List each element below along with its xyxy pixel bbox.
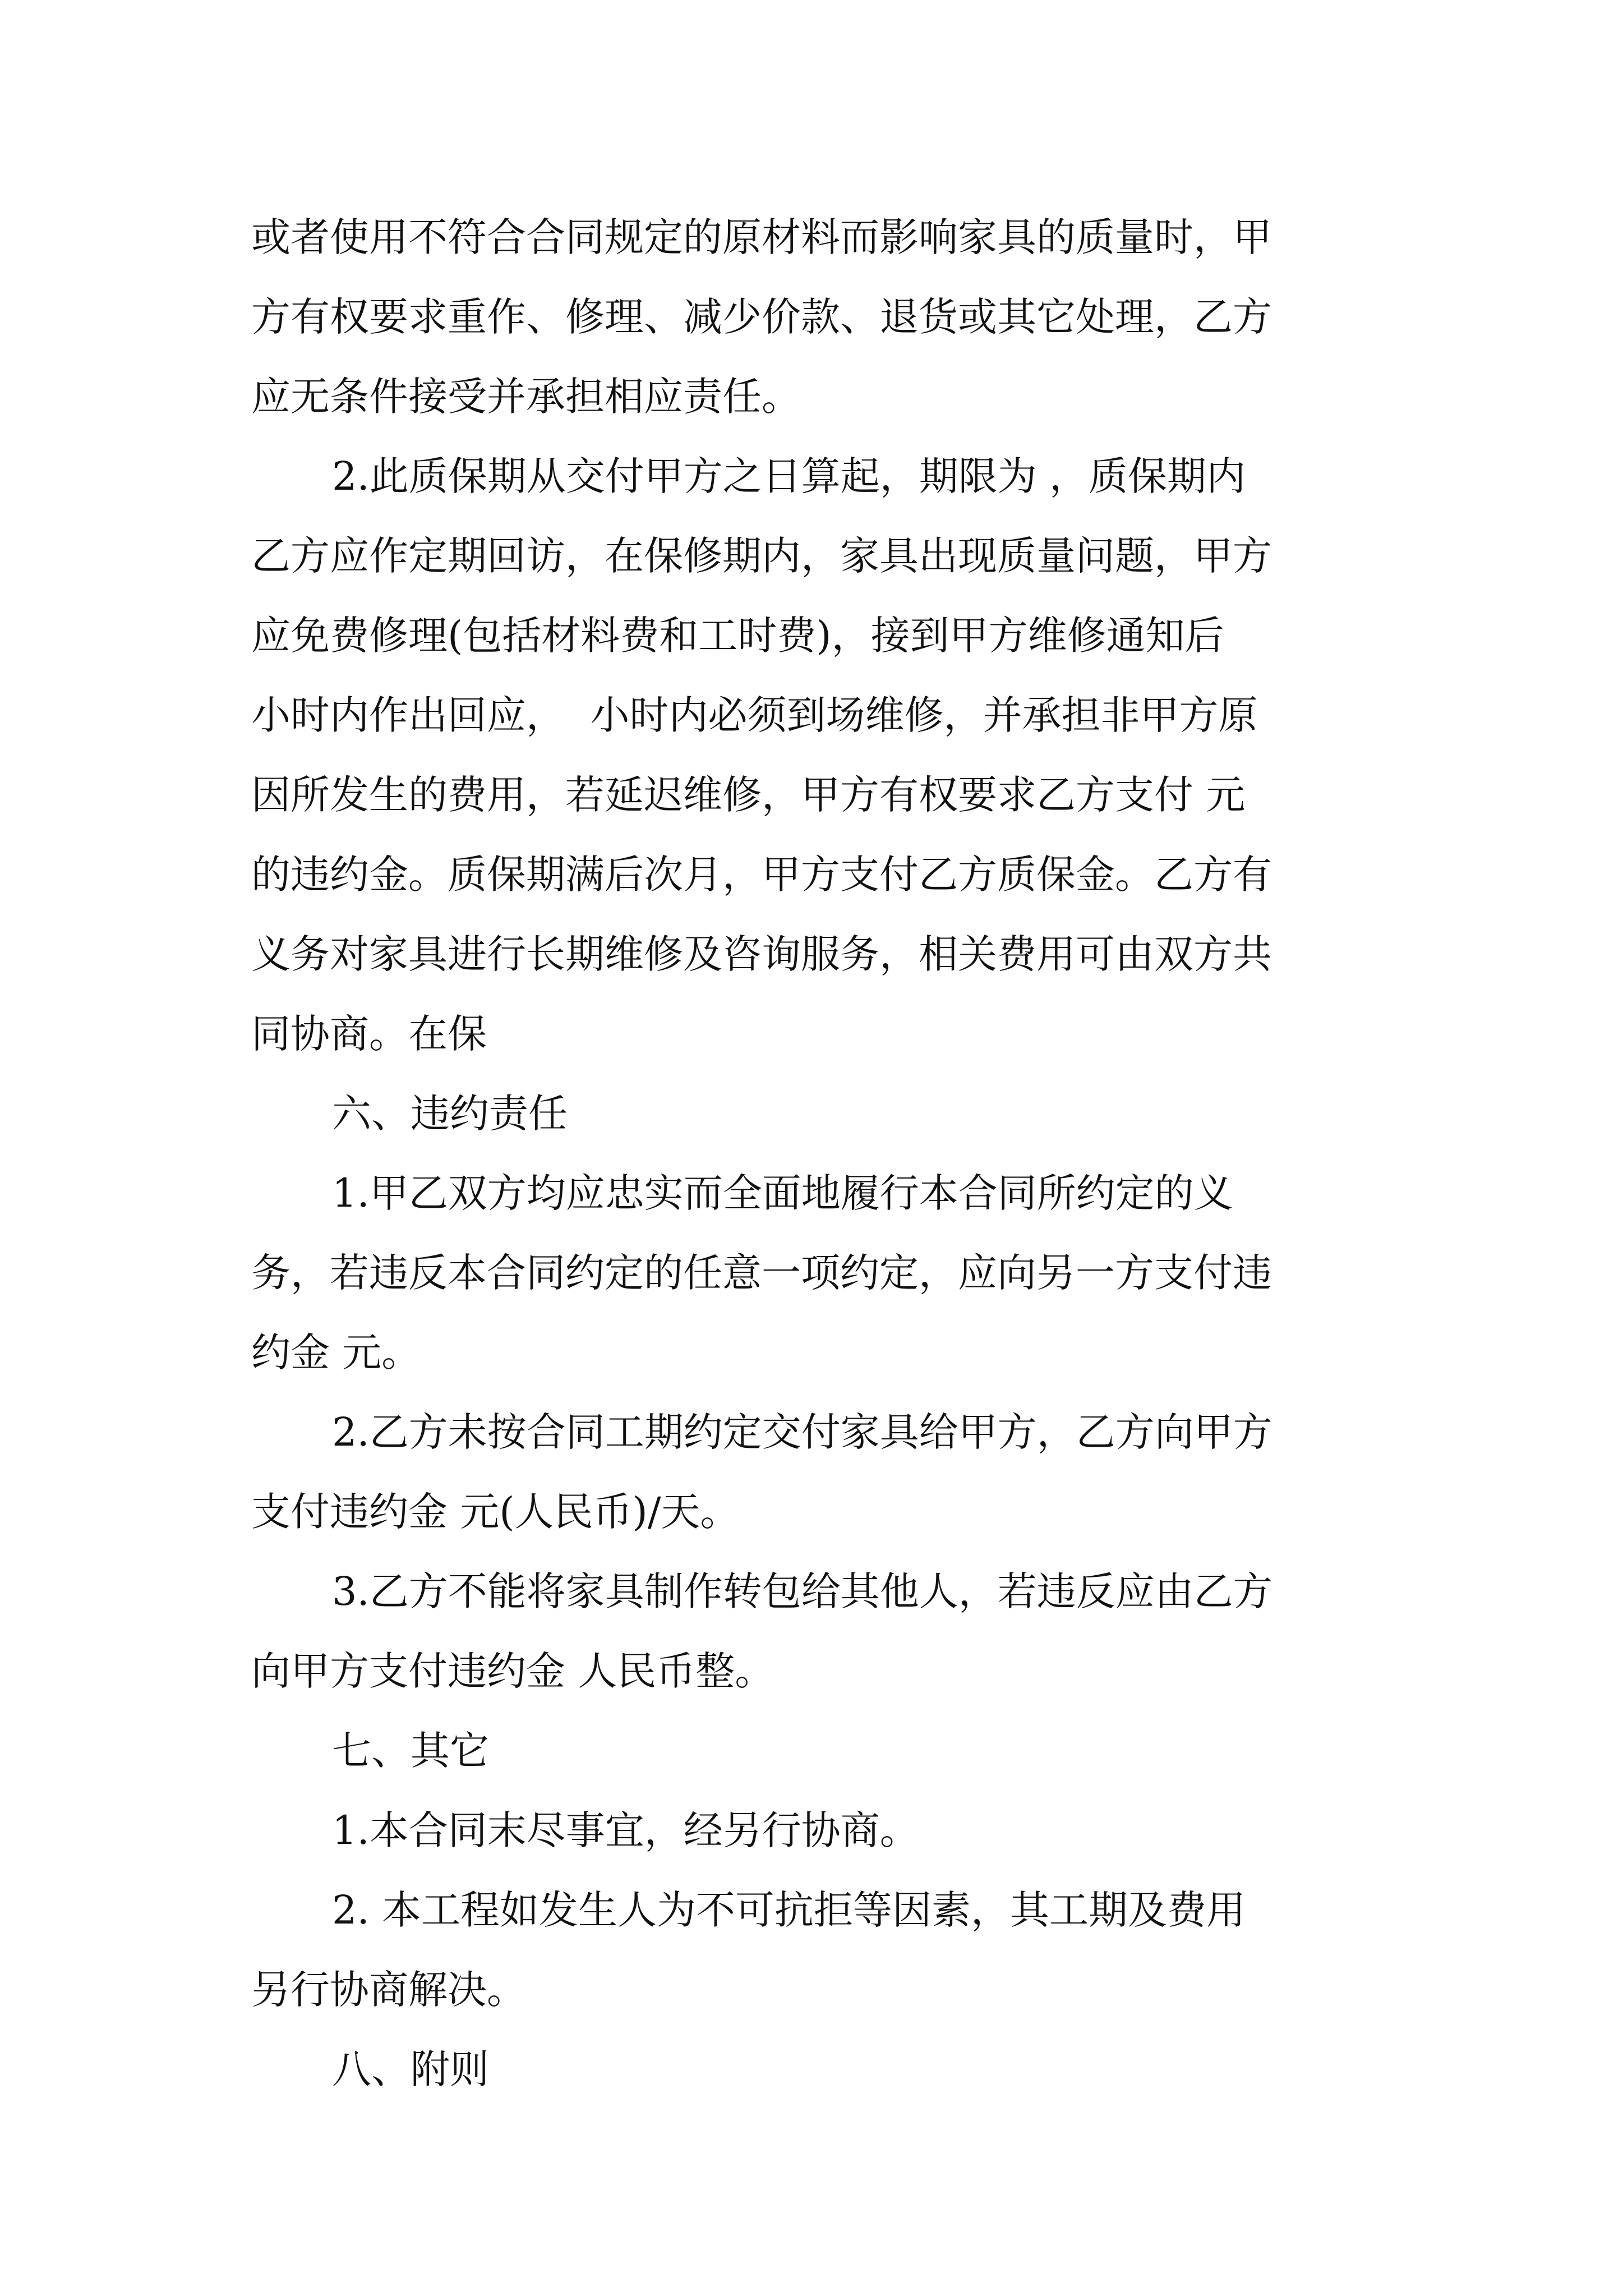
paragraph-line: 1.本合同末尽事宜，经另行协商。 bbox=[332, 1807, 919, 1853]
paragraph-line: 小时内作出回应， 小时内必须到场维修，并承担非甲方原 bbox=[251, 692, 1258, 738]
paragraph-line: 3.乙方不能将家具制作转包给其他人，若违反应由乙方 bbox=[332, 1568, 1272, 1614]
paragraph-line: 约金 元。 bbox=[251, 1329, 421, 1375]
section-heading: 六、违约责任 bbox=[332, 1091, 568, 1137]
paragraph-line: 义务对家具进行长期维修及咨询服务，相关费用可由双方共 bbox=[251, 931, 1272, 977]
paragraph-line: 同协商。在保 bbox=[251, 1011, 487, 1057]
paragraph-line: 1.甲乙双方均应忠实而全面地履行本合同所约定的义 bbox=[332, 1170, 1233, 1216]
paragraph-line: 应无条件接受并承担相应责任。 bbox=[251, 374, 801, 420]
paragraph-line: 因所发生的费用，若延迟维修，甲方有权要求乙方支付 元 bbox=[251, 772, 1246, 818]
section-heading: 七、其它 bbox=[332, 1728, 489, 1774]
section-heading: 八、附则 bbox=[332, 2046, 489, 2092]
paragraph-line: 支付违约金 元(人民币)/天。 bbox=[251, 1489, 740, 1535]
paragraph-line: 另行协商解决。 bbox=[251, 1967, 526, 2013]
paragraph-line: 的违约金。质保期满后次月，甲方支付乙方质保金。乙方有 bbox=[251, 852, 1272, 898]
paragraph-line: 2. 本工程如发生人为不可抗拒等因素，其工期及费用 bbox=[332, 1887, 1246, 1933]
paragraph-line: 方有权要求重作、修理、减少价款、退货或其它处理，乙方 bbox=[251, 294, 1272, 340]
paragraph-line: 乙方应作定期回访，在保修期内，家具出现质量问题，甲方 bbox=[251, 533, 1272, 579]
paragraph-line: 向甲方支付违约金 人民币整。 bbox=[251, 1648, 774, 1694]
paragraph-line: 或者使用不符合合同规定的原材料而影响家具的质量时，甲 bbox=[251, 214, 1272, 260]
paragraph-line: 2.乙方未按合同工期约定交付家具给甲方，乙方向甲方 bbox=[332, 1409, 1272, 1455]
paragraph-line: 务，若违反本合同约定的任意一项约定，应向另一方支付违 bbox=[251, 1250, 1272, 1296]
paragraph-line: 应免费修理(包括材料费和工时费)，接到甲方维修通知后 bbox=[251, 613, 1224, 659]
paragraph-line: 2.此质保期从交付甲方之日算起，期限为 ，质保期内 bbox=[332, 453, 1246, 499]
